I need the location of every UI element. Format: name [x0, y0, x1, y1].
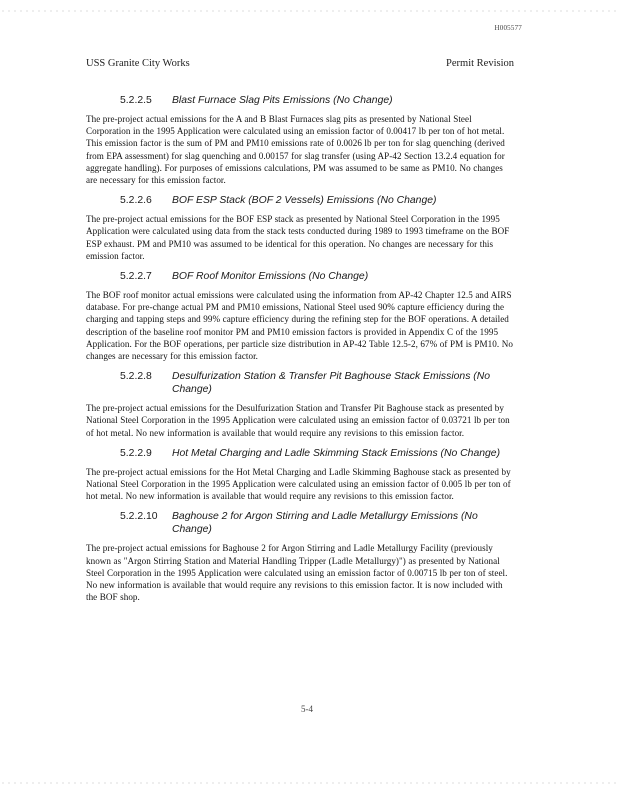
section-heading — [86, 370, 516, 396]
page-content — [86, 94, 516, 611]
section-title: Baghouse 2 for Argon Stirring and Ladle Metallurgy Emissions (No Change) — [172, 511, 478, 536]
header-left: USS Granite City Works — [86, 58, 190, 69]
section-number: 5.2.2.6 — [120, 195, 152, 207]
scan-artifact-bottom — [0, 780, 618, 786]
section — [86, 194, 516, 262]
section-heading — [86, 194, 516, 207]
section-body: The pre-project actual emissions for Baghouse 2 for Argon Stirring and Ladle Metallurgy Facility (previously known as "Argon Stirring Station and Material Handling Tripper (Ladle Metallurgy)") as presented by National Steel Corporation in the 1995 Application were calculated using an emission factor of 0.00715 lb per ton of steel. No new information is available that would require any revisions to this emission factor. It is now included with the BOF shop. — [86, 543, 508, 603]
section-number: 5.2.2.8 — [120, 371, 152, 383]
section-title: Desulfurization Station & Transfer Pit Baghouse Stack Emissions (No Change) — [172, 371, 491, 396]
section-title: BOF Roof Monitor Emissions (No Change) — [172, 271, 369, 283]
document-id: H005577 — [494, 24, 522, 32]
section-number: 5.2.2.7 — [120, 271, 152, 283]
section-number: 5.2.2.5 — [120, 95, 152, 106]
section-heading — [86, 447, 516, 460]
section-number: 5.2.2.9 — [120, 447, 152, 459]
header-right: Permit Revision — [446, 58, 514, 69]
section — [86, 94, 516, 186]
section-body: The pre-project actual emissions for the Desulfurization Station and Transfer Pit Baghouse stack as presented by National Steel Corporation in the 1995 Application were calculated using an emission factor of 0.03721 lb per ton of hot metal. No new information is available that would require any revisions to this emission factor. — [86, 403, 510, 438]
section — [86, 447, 516, 503]
section-title: Blast Furnace Slag Pits Emissions (No Change) — [172, 95, 393, 106]
scan-artifact-top — [0, 8, 618, 14]
section-body: The BOF roof monitor actual emissions were calculated using the information from AP-42 Chapter 12.5 and AIRS database. For pre-change actual PM and PM10 emissions, National Steel used 90% capture efficiency during the charging and tapping steps and 99% capture efficiency during the refining step for the BOF operations. A detailed description of the baseline roof monitor PM and PM10 emission factors is provided in Appendix C of the 1995 Application. For the BOF operations, per particle size distribution in AP-42 Table 12.5-2, 67% of PM is PM10. No changes are necessary for this emission factor. — [86, 290, 513, 362]
section-title: Hot Metal Charging and Ladle Skimming Stack Emissions (No Change) — [172, 447, 501, 459]
section-body: The pre-project actual emissions for the Hot Metal Charging and Ladle Skimming Baghouse stack as presented by National Steel Corporation in the 1995 Application were calculated using an emission factor of 0.005 lb per ton of hot metal. No new information is available that would require any revisions to this emission factor. — [86, 466, 511, 502]
page-header — [86, 58, 514, 69]
section-number: 5.2.2.10 — [120, 511, 158, 523]
section — [86, 510, 516, 603]
section-body: The pre-project actual emissions for the A and B Blast Furnaces slag pits as presented by National Steel Corporation in the 1995 Application were calculated using an emission factor of 0.00417 lb per ton of hot metal. This emission factor is the sum of PM and PM10 emissions rate of 0.0026 lb per ton for slag quenching (derived from EPA assessment) for slag quenching and 0.00157 for slag transfer (using AP-42 Section 13.2.4 equation for aggregate handling). For purposes of emissions calculations, PM was assumed to be same as PM10. No changes are necessary for this emission factor. — [86, 114, 505, 186]
section — [86, 270, 516, 362]
section-body: The pre-project actual emissions for the BOF ESP stack as presented by National Steel Corporation in the 1995 Application were calculated using data from the stack tests conducted during 1989 to 1993 timeframe on the BOF ESP exhaust. PM and PM10 was assumed to be identical for this operation. No changes are necessary for this emission factor. — [86, 214, 510, 261]
section — [86, 370, 516, 439]
section-heading — [86, 270, 516, 283]
section-heading — [86, 94, 516, 107]
page-number: 5-4 — [301, 704, 313, 714]
section-heading — [86, 510, 516, 536]
section-title: BOF ESP Stack (BOF 2 Vessels) Emissions (No Change) — [172, 195, 437, 207]
